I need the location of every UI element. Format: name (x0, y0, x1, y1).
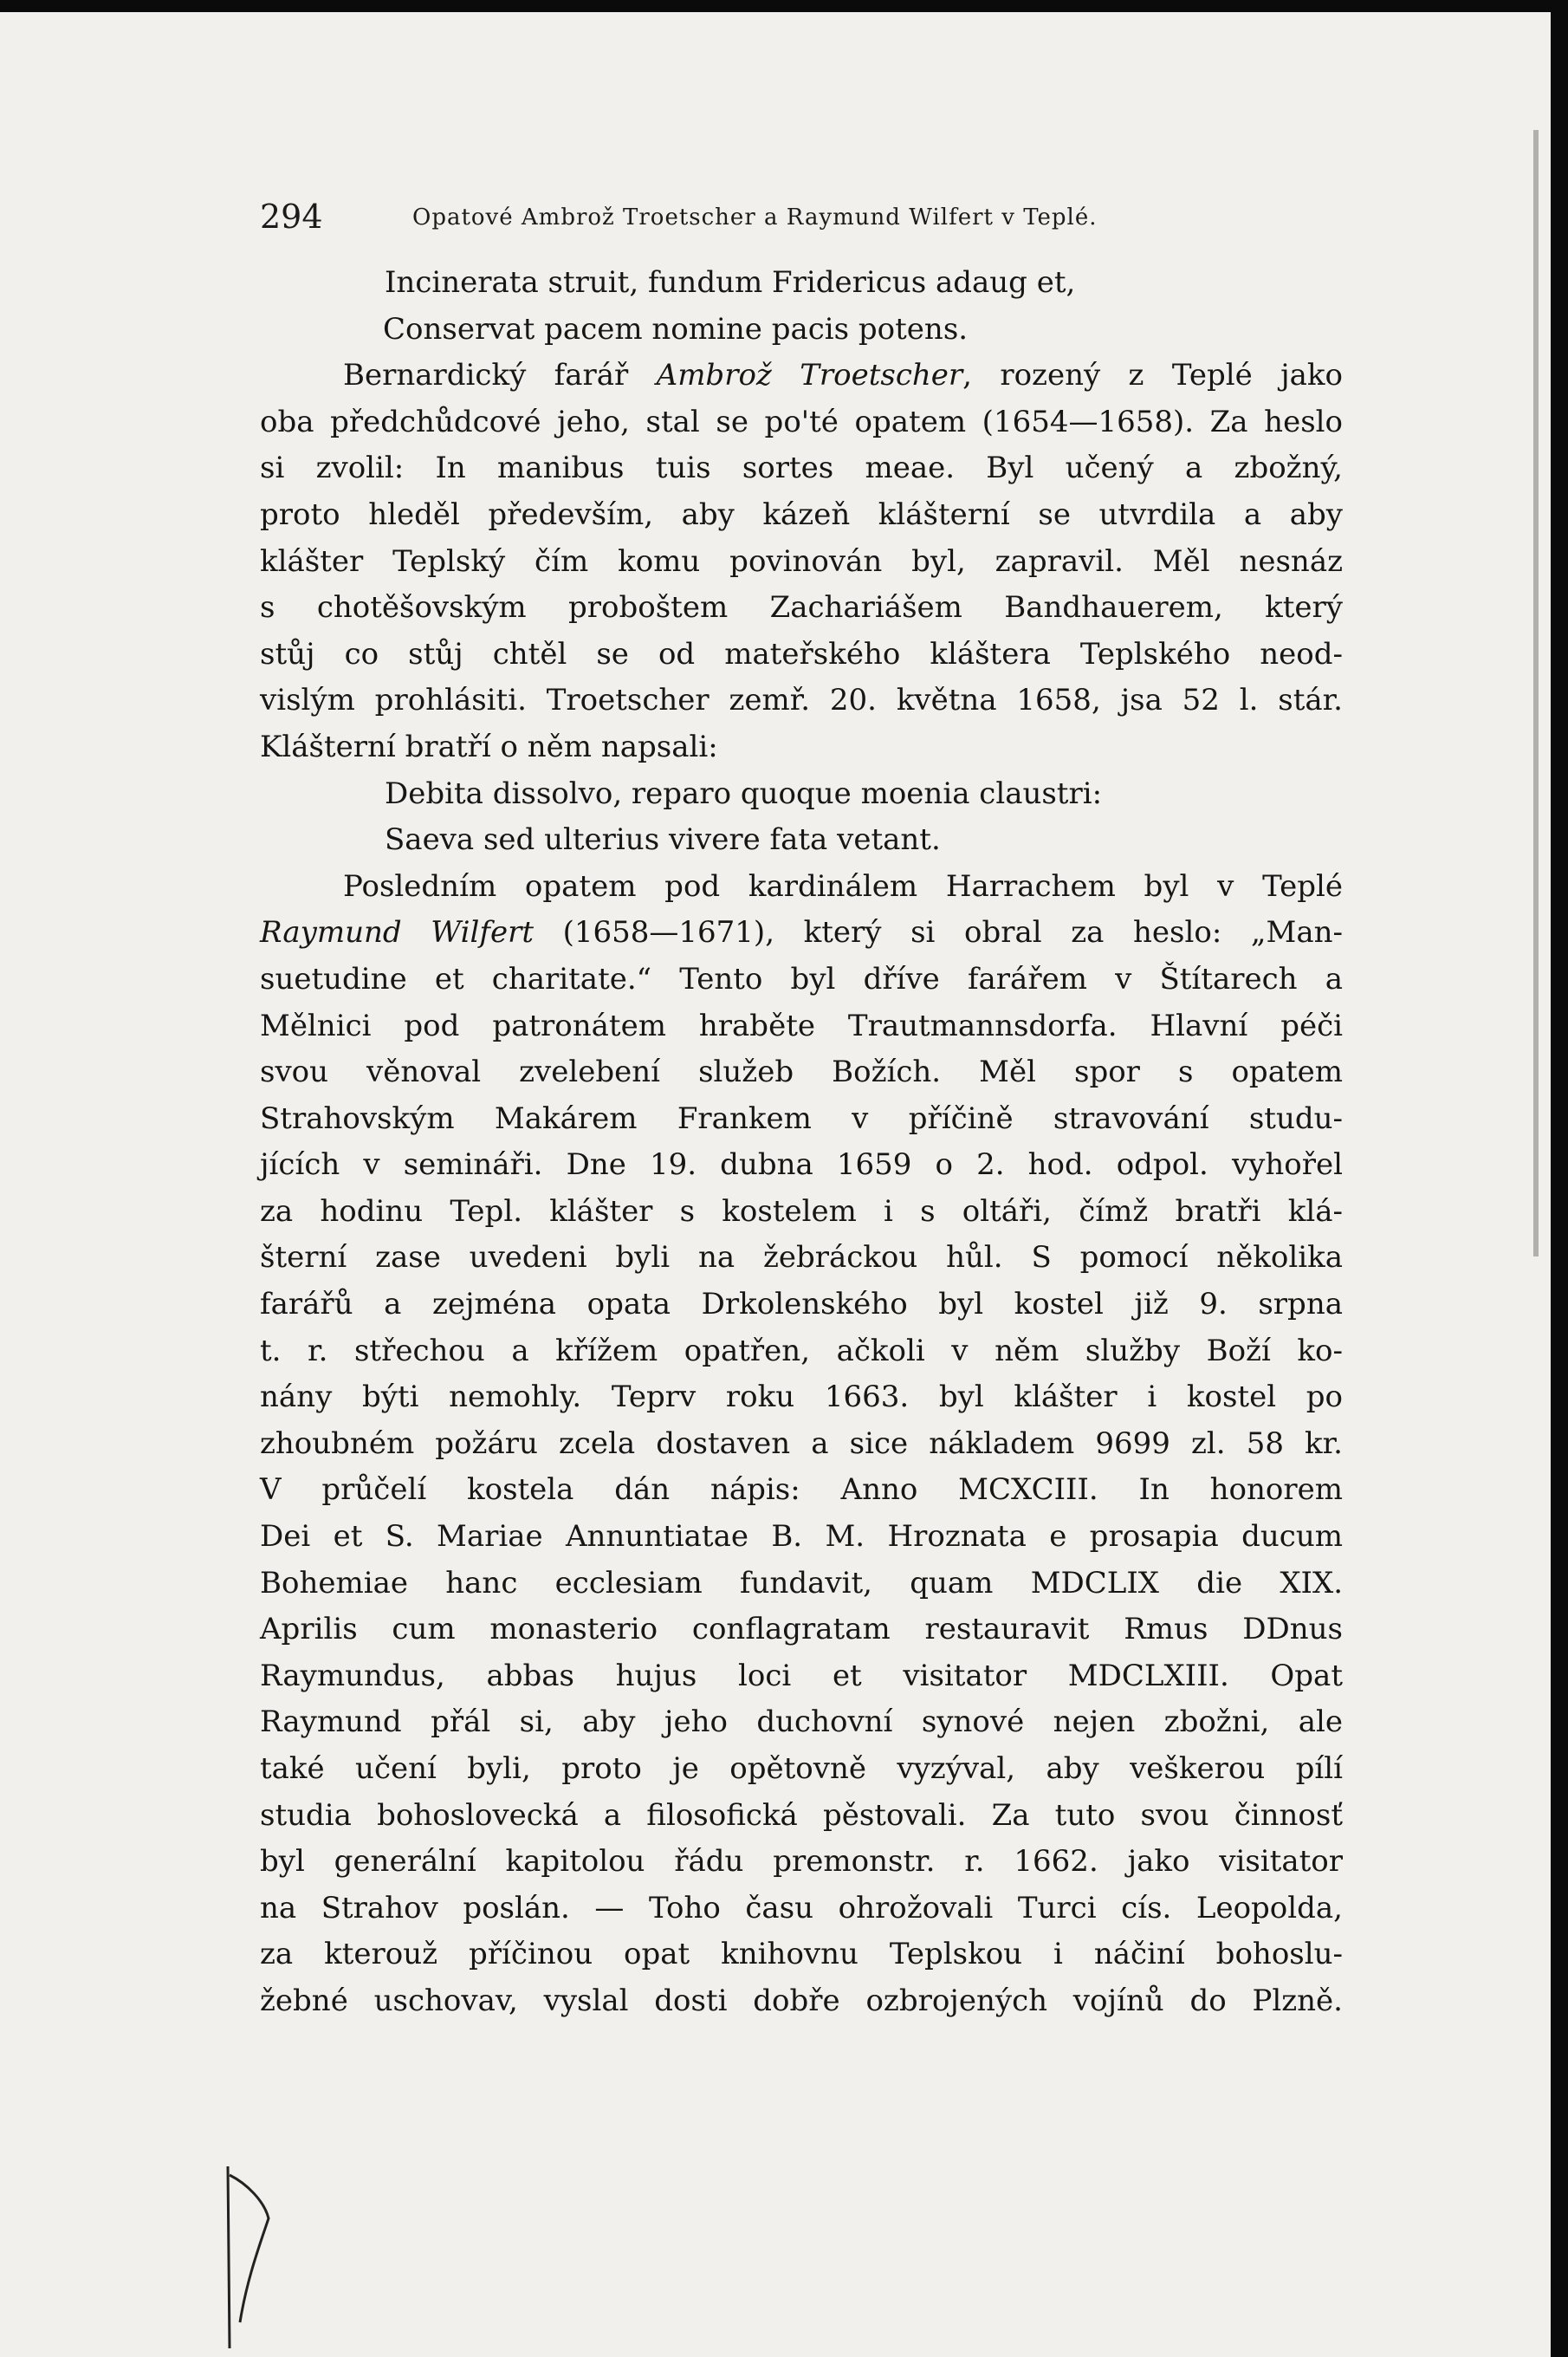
text-line: žebné uschovav, vyslal dosti dobře ozbrojených vojínů do Plzně. (260, 1983, 1343, 2018)
text-line: Posledním opatem pod kardinálem Harrachem byl v Teplé (343, 868, 1343, 904)
text-line: Saeva sed ulterius vivere fata vetant. (385, 822, 941, 858)
text-line: svou věnoval zvelebení služeb Božích. Měl spor s opatem (260, 1055, 1343, 1090)
text-line: Klášterní bratří o něm napsali: (260, 729, 718, 764)
text-line: šterní zase uvedeni byli na žebráckou hůl. S pomocí několika (260, 1240, 1343, 1276)
text-line: na Strahov poslán. — Toho času ohrožovali Turci cís. Leopolda, (260, 1890, 1343, 1925)
text-line: Conservat pacem nomine pacis potens. (383, 311, 969, 347)
text-line: Raymundus, abbas hujus loci et visitator MDCLXIII. Opat (260, 1658, 1343, 1693)
running-head: Opatové Ambrož Troetscher a Raymund Wilfert v Teplé. (412, 205, 1098, 231)
text-line: t. r. střechou a křížem opatřen, ačkoli v něm služby Boží ko- (260, 1333, 1343, 1368)
text-line: Raymund přál si, aby jeho duchovní synové nejen zbožni, ale (260, 1704, 1343, 1740)
italic-name: Raymund Wilfert (260, 915, 534, 951)
text-line: s chotěšovským proboštem Zachariášem Bandhauerem, který (260, 590, 1343, 626)
text-line: Aprilis cum monasterio conflagratam restauravit Rmus DDnus (260, 1612, 1343, 1647)
text-line: Dei et S. Mariae Annuntiatae B. M. Hroznata e prosapia ducum (260, 1519, 1343, 1555)
text-line: jících v semináři. Dne 19. dubna 1659 o 2. hod. odpol. vyhořel (260, 1147, 1343, 1183)
page-header (260, 198, 1386, 241)
text-line: V průčelí kostela dán nápis: Anno MCXCIII. In honorem (260, 1472, 1343, 1508)
body-text (260, 260, 1343, 2025)
scan-edge-right (1551, 0, 1568, 2357)
text-line: oba předchůdcové jeho, stal se po'té opatem (1654—1658). Za heslo (260, 404, 1343, 439)
text-line: klášter Teplský čím komu povinován byl, zapravil. Měl nesnáz (260, 543, 1343, 579)
page-number: 294 (260, 198, 323, 236)
margin-shadow (1533, 130, 1539, 1256)
text-line: zhoubném požáru zcela dostaven a sice nákladem 9699 zl. 58 kr. (260, 1425, 1343, 1461)
text-line: stůj co stůj chtěl se od mateřského kláštera Teplského neod- (260, 636, 1343, 672)
text-line: Mělnici pod patronátem hraběte Trautmannsdorfa. Hlavní péči (260, 1008, 1343, 1043)
text-line: za kterouž příčinou opat knihovnu Teplskou i náčiní bohoslu- (260, 1937, 1343, 1972)
text-line: Strahovským Makárem Frankem v příčině stravování studu- (260, 1101, 1343, 1136)
text-line: vislým prohlásiti. Troetscher zemř. 20. května 1658, jsa 52 l. stár. (260, 683, 1343, 718)
text-line: Bernardický farář Ambrož Troetscher, rozený z Teplé jako (343, 358, 1343, 393)
text-line: proto hleděl především, aby kázeň klášterní se utvrdila a aby (260, 497, 1343, 532)
text-line: studia bohoslovecká a filosofická pěstovali. Za tuto svou činnosť (260, 1797, 1343, 1833)
italic-name: Ambrož Troetscher (656, 358, 963, 393)
text-line: také učení byli, proto je opětovně vyzýval, aby veškerou pílí (260, 1751, 1343, 1786)
text-line: za hodinu Tepl. klášter s kostelem i s oltáři, čímž bratři klá- (260, 1193, 1343, 1229)
text-line: si zvolil: In manibus tuis sortes meae. Byl učený a zbožný, (260, 451, 1343, 486)
text-line: nány býti nemohly. Teprv roku 1663. byl klášter i kostel po (260, 1380, 1343, 1415)
text-line: byl generální kapitolou řádu premonstr. r. 1662. jako visitator (260, 1844, 1343, 1880)
text-line: suetudine et charitate.“ Tento byl dříve farářem v Štítarech a (260, 961, 1343, 997)
scan-edge-top (0, 0, 1568, 12)
text-line: Debita dissolvo, reparo quoque moenia claustri: (385, 776, 1103, 811)
text-line: Raymund Wilfert (1658—1671), který si obral za heslo: „Man- (260, 915, 1343, 951)
text-line: Bohemiae hanc ecclesiam fundavit, quam MDCLIX die XIX. (260, 1565, 1343, 1601)
pencil-mark (221, 2149, 290, 2357)
text-line: farářů a zejména opata Drkolenského byl kostel již 9. srpna (260, 1287, 1343, 1322)
text-line: Incinerata struit, fundum Fridericus adaug et, (385, 265, 1076, 300)
